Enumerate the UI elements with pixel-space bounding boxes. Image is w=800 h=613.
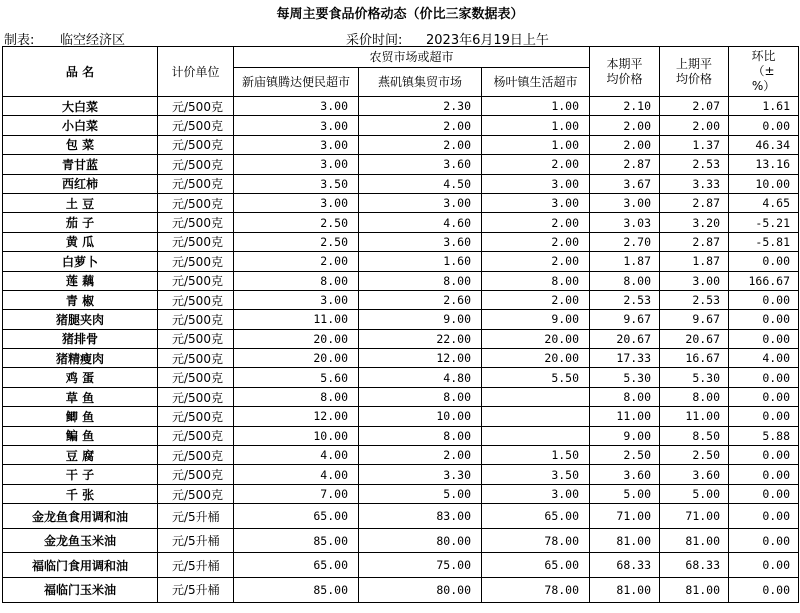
store2-price-cell: 2.00 (359, 116, 482, 135)
item-name-cell: 小白菜 (3, 116, 158, 135)
store3-price-cell: 65.00 (482, 504, 590, 529)
change-cell: 0.00 (729, 116, 799, 135)
prev-avg-cell: 2.00 (660, 116, 729, 135)
item-name-cell: 大白菜 (3, 97, 158, 116)
store2-price-cell: 83.00 (359, 504, 482, 529)
table-row (3, 155, 799, 174)
current-avg-cell: 5.30 (590, 368, 660, 387)
change-cell: 0.00 (729, 387, 799, 406)
store3-price-cell: 8.00 (482, 271, 590, 290)
change-cell: -5.81 (729, 232, 799, 251)
table-row (3, 213, 799, 232)
table-row (3, 387, 799, 406)
store1-price-cell: 85.00 (234, 577, 359, 602)
store2-price-cell: 3.60 (359, 232, 482, 251)
current-avg-cell: 3.03 (590, 213, 660, 232)
item-name-cell: 黄 瓜 (3, 232, 158, 251)
table-row (3, 446, 799, 465)
current-avg-cell: 2.00 (590, 135, 660, 154)
change-cell: 13.16 (729, 155, 799, 174)
change-cell: 0.00 (729, 329, 799, 348)
prev-avg-cell: 81.00 (660, 577, 729, 602)
maker-label: 制表: (4, 33, 35, 48)
store2-price-cell: 2.00 (359, 446, 482, 465)
item-name-cell: 金龙鱼玉米油 (3, 528, 158, 553)
unit-cell: 元/500克 (158, 407, 234, 426)
current-avg-cell: 20.67 (590, 329, 660, 348)
store1-price-cell: 85.00 (234, 528, 359, 553)
store2-price-cell: 80.00 (359, 577, 482, 602)
unit-cell: 元/500克 (158, 116, 234, 135)
store3-price-cell: 5.50 (482, 368, 590, 387)
store2-price-cell: 3.60 (359, 155, 482, 174)
unit-cell: 元/500克 (158, 232, 234, 251)
header-store2: 燕矶镇集贸市场 (359, 68, 482, 97)
report-title: 每周主要食品价格动态（价比三家数据表） (276, 7, 524, 22)
store3-price-cell (482, 387, 590, 406)
unit-cell: 元/500克 (158, 387, 234, 406)
store2-price-cell: 8.00 (359, 271, 482, 290)
prev-avg-cell: 2.53 (660, 155, 729, 174)
store3-price-cell: 1.00 (482, 116, 590, 135)
prev-avg-cell: 1.87 (660, 252, 729, 271)
store3-price-cell: 2.00 (482, 232, 590, 251)
unit-cell: 元/500克 (158, 484, 234, 503)
prev-avg-cell: 81.00 (660, 528, 729, 553)
table-row (3, 577, 799, 602)
change-cell: -5.21 (729, 213, 799, 232)
table-row (3, 232, 799, 251)
store3-price-cell: 2.00 (482, 290, 590, 309)
unit-cell: 元/500克 (158, 193, 234, 212)
current-avg-cell: 9.00 (590, 426, 660, 445)
change-cell: 10.00 (729, 174, 799, 193)
store1-price-cell: 4.00 (234, 446, 359, 465)
change-cell: 166.67 (729, 271, 799, 290)
header-unit: 计价单位 (158, 47, 234, 97)
unit-cell: 元/5升桶 (158, 553, 234, 578)
store1-price-cell: 2.00 (234, 252, 359, 271)
store2-price-cell: 1.60 (359, 252, 482, 271)
item-name-cell: 鳊 鱼 (3, 426, 158, 445)
prev-avg-cell: 2.07 (660, 97, 729, 116)
item-name-cell: 包 菜 (3, 135, 158, 154)
store1-price-cell: 65.00 (234, 553, 359, 578)
store1-price-cell: 10.00 (234, 426, 359, 445)
item-name-cell: 干 子 (3, 465, 158, 484)
unit-cell: 元/500克 (158, 252, 234, 271)
unit-cell: 元/500克 (158, 349, 234, 368)
store2-price-cell: 4.60 (359, 213, 482, 232)
store1-price-cell: 3.00 (234, 155, 359, 174)
current-avg-cell: 2.10 (590, 97, 660, 116)
store3-price-cell: 9.00 (482, 310, 590, 329)
change-cell: 0.00 (729, 368, 799, 387)
item-name-cell: 豆 腐 (3, 446, 158, 465)
change-cell: 0.00 (729, 310, 799, 329)
store3-price-cell: 3.00 (482, 193, 590, 212)
unit-cell: 元/500克 (158, 310, 234, 329)
table-row (3, 174, 799, 193)
table-row (3, 528, 799, 553)
current-avg-cell: 11.00 (590, 407, 660, 426)
store3-price-cell: 1.50 (482, 446, 590, 465)
store3-price-cell: 20.00 (482, 329, 590, 348)
time-value: 2023年6月19日上午 (426, 33, 549, 48)
item-name-cell: 福临门食用调和油 (3, 553, 158, 578)
store1-price-cell: 20.00 (234, 329, 359, 348)
change-cell: 0.00 (729, 577, 799, 602)
store1-price-cell: 3.50 (234, 174, 359, 193)
item-name-cell: 西红柿 (3, 174, 158, 193)
store2-price-cell: 2.30 (359, 97, 482, 116)
change-cell: 0.00 (729, 446, 799, 465)
item-name-cell: 鲫 鱼 (3, 407, 158, 426)
change-cell: 0.00 (729, 465, 799, 484)
store3-price-cell: 2.00 (482, 155, 590, 174)
current-avg-cell: 71.00 (590, 504, 660, 529)
prev-avg-cell: 16.67 (660, 349, 729, 368)
store1-price-cell: 65.00 (234, 504, 359, 529)
store3-price-cell: 3.50 (482, 465, 590, 484)
current-avg-cell: 81.00 (590, 528, 660, 553)
store3-price-cell: 78.00 (482, 577, 590, 602)
unit-cell: 元/5升桶 (158, 504, 234, 529)
unit-cell: 元/5升桶 (158, 528, 234, 553)
header-store3: 杨叶镇生活超市 (482, 68, 590, 97)
maker-value: 临空经济区 (60, 33, 126, 48)
prev-avg-cell: 2.50 (660, 446, 729, 465)
header-name: 品 名 (3, 47, 158, 97)
current-avg-cell: 1.87 (590, 252, 660, 271)
header-current-avg: 本期平均价格 (590, 47, 660, 97)
store2-price-cell: 9.00 (359, 310, 482, 329)
store2-price-cell: 10.00 (359, 407, 482, 426)
change-cell: 46.34 (729, 135, 799, 154)
change-cell: 1.61 (729, 97, 799, 116)
prev-avg-cell: 5.00 (660, 484, 729, 503)
store2-price-cell: 2.60 (359, 290, 482, 309)
table-row (3, 329, 799, 348)
store3-price-cell: 1.00 (482, 135, 590, 154)
unit-cell: 元/500克 (158, 155, 234, 174)
table-row (3, 116, 799, 135)
time-label: 采价时间: (346, 33, 403, 48)
current-avg-cell: 3.60 (590, 465, 660, 484)
table-row (3, 504, 799, 529)
store1-price-cell: 20.00 (234, 349, 359, 368)
item-name-cell: 福临门玉米油 (3, 577, 158, 602)
change-cell: 0.00 (729, 252, 799, 271)
store3-price-cell: 3.00 (482, 484, 590, 503)
current-avg-cell: 17.33 (590, 349, 660, 368)
current-avg-cell: 2.87 (590, 155, 660, 174)
change-cell: 0.00 (729, 407, 799, 426)
item-name-cell: 鸡 蛋 (3, 368, 158, 387)
current-avg-cell: 5.00 (590, 484, 660, 503)
table-row (3, 193, 799, 212)
current-avg-cell: 2.00 (590, 116, 660, 135)
item-name-cell: 青 椒 (3, 290, 158, 309)
store2-price-cell: 22.00 (359, 329, 482, 348)
current-avg-cell: 81.00 (590, 577, 660, 602)
store2-price-cell: 8.00 (359, 387, 482, 406)
store3-price-cell (482, 407, 590, 426)
store2-price-cell: 2.00 (359, 135, 482, 154)
store3-price-cell: 2.00 (482, 252, 590, 271)
store1-price-cell: 4.00 (234, 465, 359, 484)
store3-price-cell: 2.00 (482, 213, 590, 232)
change-cell: 0.00 (729, 484, 799, 503)
prev-avg-cell: 20.67 (660, 329, 729, 348)
store3-price-cell: 3.00 (482, 174, 590, 193)
unit-cell: 元/500克 (158, 213, 234, 232)
current-avg-cell: 3.00 (590, 193, 660, 212)
change-cell: 4.00 (729, 349, 799, 368)
item-name-cell: 千 张 (3, 484, 158, 503)
table-row (3, 135, 799, 154)
store1-price-cell: 7.00 (234, 484, 359, 503)
current-avg-cell: 2.70 (590, 232, 660, 251)
store1-price-cell: 8.00 (234, 387, 359, 406)
header-change: 环比（±%） (729, 47, 799, 97)
change-cell: 0.00 (729, 528, 799, 553)
price-table (2, 46, 799, 603)
item-name-cell: 白萝卜 (3, 252, 158, 271)
header-store1: 新庙镇腾达便民超市 (234, 68, 359, 97)
store3-price-cell (482, 426, 590, 445)
unit-cell: 元/500克 (158, 135, 234, 154)
unit-cell: 元/500克 (158, 271, 234, 290)
prev-avg-cell: 9.67 (660, 310, 729, 329)
store3-price-cell: 20.00 (482, 349, 590, 368)
store3-price-cell: 78.00 (482, 528, 590, 553)
store1-price-cell: 11.00 (234, 310, 359, 329)
change-cell: 0.00 (729, 553, 799, 578)
table-row (3, 271, 799, 290)
prev-avg-cell: 1.37 (660, 135, 729, 154)
store2-price-cell: 75.00 (359, 553, 482, 578)
current-avg-cell: 8.00 (590, 387, 660, 406)
unit-cell: 元/5升桶 (158, 577, 234, 602)
item-name-cell: 青甘蓝 (3, 155, 158, 174)
item-name-cell: 莲 藕 (3, 271, 158, 290)
store2-price-cell: 4.50 (359, 174, 482, 193)
table-row (3, 465, 799, 484)
unit-cell: 元/500克 (158, 368, 234, 387)
store2-price-cell: 5.00 (359, 484, 482, 503)
table-row (3, 290, 799, 309)
store2-price-cell: 3.00 (359, 193, 482, 212)
store2-price-cell: 4.80 (359, 368, 482, 387)
prev-avg-cell: 3.20 (660, 213, 729, 232)
current-avg-cell: 3.67 (590, 174, 660, 193)
item-name-cell: 猪精瘦肉 (3, 349, 158, 368)
unit-cell: 元/500克 (158, 97, 234, 116)
store1-price-cell: 3.00 (234, 116, 359, 135)
store1-price-cell: 2.50 (234, 232, 359, 251)
current-avg-cell: 2.53 (590, 290, 660, 309)
store2-price-cell: 80.00 (359, 528, 482, 553)
table-row (3, 407, 799, 426)
prev-avg-cell: 11.00 (660, 407, 729, 426)
store3-price-cell: 65.00 (482, 553, 590, 578)
table-row (3, 97, 799, 116)
table-row (3, 426, 799, 445)
table-row (3, 368, 799, 387)
header-market-group: 农贸市场或超市 (234, 47, 590, 68)
prev-avg-cell: 2.53 (660, 290, 729, 309)
table-row (3, 349, 799, 368)
store1-price-cell: 3.00 (234, 135, 359, 154)
store2-price-cell: 3.30 (359, 465, 482, 484)
prev-avg-cell: 5.30 (660, 368, 729, 387)
store1-price-cell: 3.00 (234, 193, 359, 212)
store1-price-cell: 3.00 (234, 97, 359, 116)
header-prev-avg: 上期平均价格 (660, 47, 729, 97)
change-cell: 0.00 (729, 290, 799, 309)
current-avg-cell: 68.33 (590, 553, 660, 578)
store1-price-cell: 2.50 (234, 213, 359, 232)
store3-price-cell: 1.00 (482, 97, 590, 116)
unit-cell: 元/500克 (158, 174, 234, 193)
item-name-cell: 猪排骨 (3, 329, 158, 348)
store1-price-cell: 8.00 (234, 271, 359, 290)
change-cell: 0.00 (729, 504, 799, 529)
current-avg-cell: 9.67 (590, 310, 660, 329)
store2-price-cell: 8.00 (359, 426, 482, 445)
prev-avg-cell: 8.50 (660, 426, 729, 445)
prev-avg-cell: 2.87 (660, 232, 729, 251)
prev-avg-cell: 3.00 (660, 271, 729, 290)
item-name-cell: 草 鱼 (3, 387, 158, 406)
item-name-cell: 茄 子 (3, 213, 158, 232)
prev-avg-cell: 71.00 (660, 504, 729, 529)
table-row (3, 310, 799, 329)
store2-price-cell: 12.00 (359, 349, 482, 368)
prev-avg-cell: 68.33 (660, 553, 729, 578)
current-avg-cell: 8.00 (590, 271, 660, 290)
unit-cell: 元/500克 (158, 446, 234, 465)
store1-price-cell: 12.00 (234, 407, 359, 426)
table-row (3, 484, 799, 503)
prev-avg-cell: 2.87 (660, 193, 729, 212)
store1-price-cell: 3.00 (234, 290, 359, 309)
unit-cell: 元/500克 (158, 426, 234, 445)
change-cell: 4.65 (729, 193, 799, 212)
current-avg-cell: 2.50 (590, 446, 660, 465)
item-name-cell: 土 豆 (3, 193, 158, 212)
table-row (3, 553, 799, 578)
prev-avg-cell: 8.00 (660, 387, 729, 406)
table-row (3, 252, 799, 271)
item-name-cell: 金龙鱼食用调和油 (3, 504, 158, 529)
unit-cell: 元/500克 (158, 290, 234, 309)
prev-avg-cell: 3.33 (660, 174, 729, 193)
store1-price-cell: 5.60 (234, 368, 359, 387)
unit-cell: 元/500克 (158, 465, 234, 484)
unit-cell: 元/500克 (158, 329, 234, 348)
change-cell: 5.88 (729, 426, 799, 445)
item-name-cell: 猪腿夹肉 (3, 310, 158, 329)
prev-avg-cell: 3.60 (660, 465, 729, 484)
